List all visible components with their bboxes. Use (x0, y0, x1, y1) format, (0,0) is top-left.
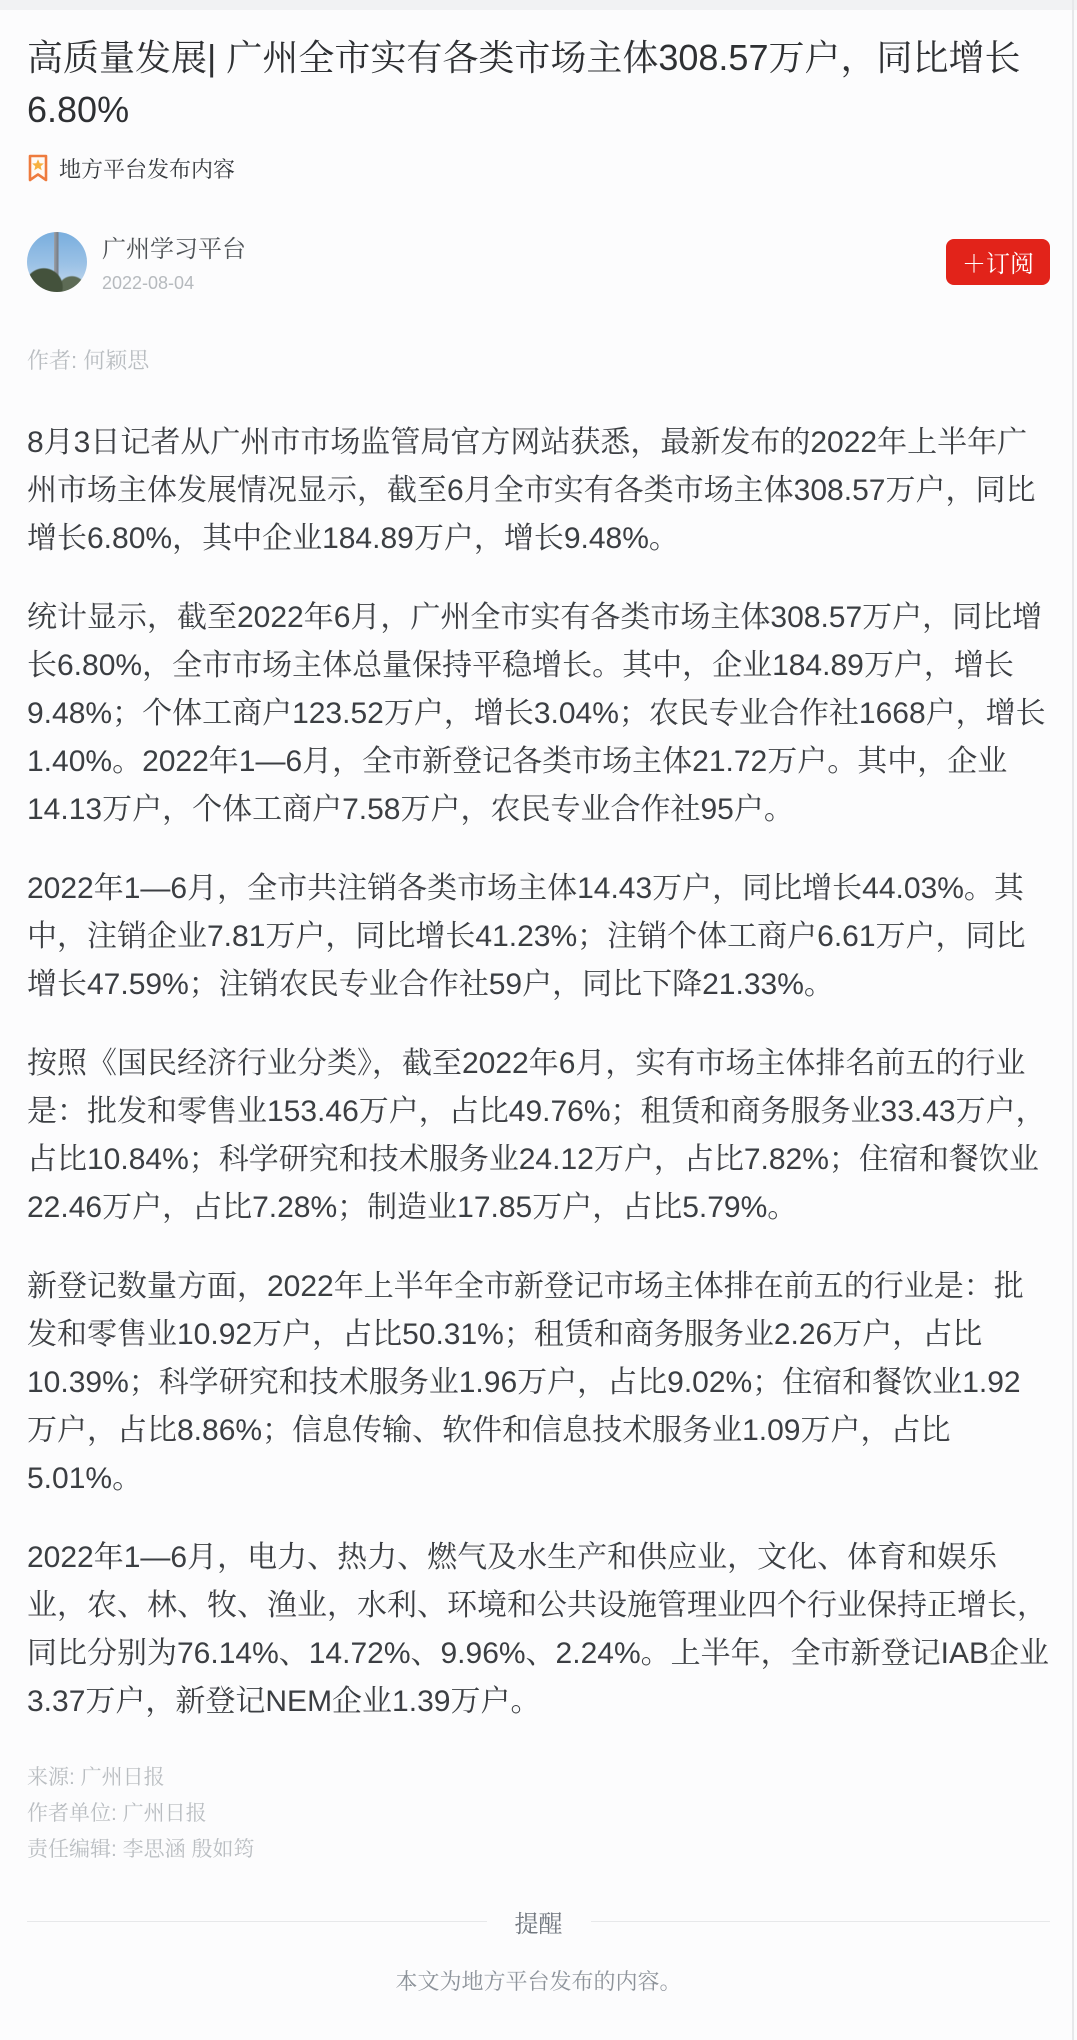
article-paragraph: 按照《国民经济行业分类》，截至2022年6月，实有市场主体排名前五的行业是：批发和零售业153.46万户，占比49.76%；租赁和商务服务业33.43万户，占比10.84%；科学研究和技术服务业24.12万户，占比7.82%；住宿和餐饮业22.46万户，占比7.28%；制造业17.85万户，占比5.79%。 (27, 1047, 1046, 1224)
reminder-note: 本文为地方平台发布的内容。 (395, 1969, 682, 1994)
top-gray-strip (0, 0, 1077, 10)
meta-line: 作者单位: 广州日报 (27, 1802, 207, 1825)
publish-date: 2022-08-04 (102, 273, 195, 293)
article-paragraph: 新登记数量方面，2022年上半年全市新登记市场主体排在前五的行业是：批发和零售业10.92万户，占比50.31%；租赁和商务服务业2.26万户，占比10.39%；科学研究和技术服务业1.96万户，占比9.02%；住宿和餐饮业1.92万户，占比8.86%；信息传输、软件和信息技术服务业1.09万户，占比5.01%。 (27, 1270, 1024, 1495)
right-edge-divider (1072, 0, 1074, 2040)
reminder-section (27, 1904, 1050, 2040)
avatar[interactable] (27, 232, 87, 292)
meta-line: 来源: 广州日报 (27, 1766, 165, 1789)
reminder-title: 提醒 (27, 1904, 1050, 1939)
meta-line: 责任编辑: 李思涵 殷如筠 (27, 1838, 255, 1861)
byline: 作者: 何颖思 (27, 348, 150, 373)
author-name[interactable]: 广州学习平台 (102, 236, 246, 263)
article-paragraph: 2022年1—6月，电力、热力、燃气及水生产和供应业，文化、体育和娱乐业，农、林、牧、渔业，水利、环境和公共设施管理业四个行业保持正增长，同比分别为76.14%、14.72%、9.96%、2.24%。上半年，全市新登记IAB企业3.37万户，新登记NEM企业1.39万户。 (27, 1541, 1049, 1718)
ribbon-star-icon (27, 154, 49, 182)
page-title: 高质量发展| 广州全市实有各类市场主体308.57万户，同比增长6.80% (27, 37, 1021, 130)
article-meta (27, 1760, 1050, 1868)
platform-badge (27, 152, 1050, 184)
article-paragraph: 2022年1—6月，全市共注销各类市场主体14.43万户，同比增长44.03%。其中，注销企业7.81万户，同比增长41.23%；注销个体工商户6.61万户，同比增长47.59%；注销农民专业合作社59户，同比下降21.33%。 (27, 872, 1026, 1001)
article-body (27, 419, 1050, 1726)
article-paragraph: 8月3日记者从广州市市场监管局官方网站获悉，最新发布的2022年上半年广州市场主体发展情况显示，截至6月全市实有各类市场主体308.57万户，同比增长6.80%，其中企业184.89万户，增长9.48%。 (27, 426, 1036, 555)
author-info (102, 229, 246, 294)
badge-label: 地方平台发布内容 (59, 156, 236, 182)
article-content (0, 32, 1077, 2040)
article-paragraph: 统计显示，截至2022年6月，广州全市实有各类市场主体308.57万户，同比增长6.80%，全市市场主体总量保持平稳增长。其中，企业184.89万户，增长9.48%；个体工商户123.52万户，增长3.04%；农民专业合作社1668户，增长1.40%。2022年1—6月，全市新登记各类市场主体21.72万户。其中，企业14.13万户，个体工商户7.58万户，农民专业合作社95户。 (27, 601, 1046, 826)
subscribe-button[interactable]: ＋订阅 (946, 239, 1050, 285)
author-card (27, 229, 1050, 294)
